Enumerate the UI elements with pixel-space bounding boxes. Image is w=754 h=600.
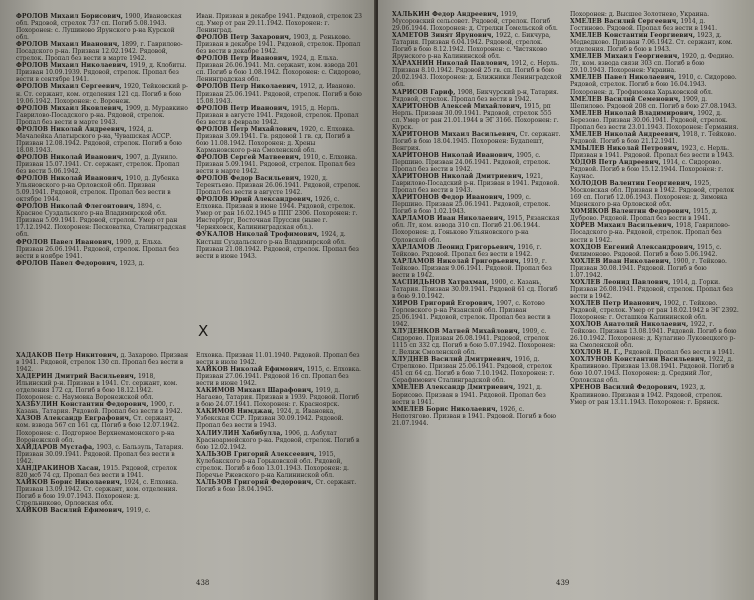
entry-name: ФРОЛОВ Юрий Александрович, — [196, 196, 313, 204]
entry-text: 1923, д. Крапивново. Призван в 1942. Рядовой, стрелок. Умер от ран 13.11.1943. Похоронен: г. Брянск. — [570, 384, 723, 406]
register-entry — [392, 244, 562, 258]
register-entry — [196, 430, 364, 451]
entry-text: Похоронен: д. Высшее Золотнево, Украина. — [570, 11, 710, 18]
register-entry — [570, 222, 740, 243]
register-entry — [16, 154, 188, 175]
register-entry — [196, 175, 364, 196]
entry-text: 1918, г. Тейково. Рядовой. Погиб в бою 21.12.1941. — [570, 130, 737, 145]
entry-text: 1915. Рядовой, стрелок 820 мсб 74 сд. Пропал без вести в 1941. — [16, 464, 177, 479]
entry-name: ХАЗОВ Александр Евграфович, — [16, 415, 132, 423]
entry-name: ХМЕЛЕВ Павел Николаевич, — [570, 74, 677, 82]
entry-text: 1915, с. Елховка. Призван 27.06.1941. Рядовой 16 сп. Пропал без вести в июне 1942. — [196, 366, 361, 388]
entry-name: ХАРЛАМОВ Иван Николаевич, — [392, 215, 506, 223]
left-col-3 — [16, 352, 188, 514]
entry-name: ХАЙКОВ Василий Ефимович, — [16, 507, 125, 515]
entry-name: ХМЕЛЕВ Василий Сергеевич, — [570, 18, 679, 26]
register-entry — [570, 131, 740, 145]
entry-name: ХОХЛОВ Н. Г., — [570, 349, 623, 357]
register-entry — [570, 18, 740, 32]
entry-text: 1907, д. Дунило. Призван 15.07.1941. Ст. сержант, стрелок. Пропал без вести 5.06.1942. — [16, 153, 180, 176]
page-number: 439 — [556, 579, 570, 587]
entry-text: 1914, д. Горки. Призван 26.08.1941. Рядовой, стрелок. Пропал без вести в 1942. — [570, 278, 733, 300]
entry-text: Елховка. Призван 11.01.1940. Рядовой. Пропал без вести в июле 1942. — [196, 352, 360, 367]
entry-name: ФРОЛОВ Петр Иванович, — [196, 55, 290, 63]
entry-name: ХАКИМОВ Михаил Шарафович, — [196, 387, 314, 395]
entry-name: ФРОЛОВ Павел Иванович, — [16, 238, 114, 246]
left-col-1 — [16, 13, 188, 267]
entry-text: 1919, г. Тейково. Призван 9.06.1941. Рядовой. Пропал без вести в 1942. — [392, 257, 552, 279]
register-entry — [16, 465, 188, 479]
register-entry — [570, 159, 740, 180]
entry-name: ФРОЛОВ Петр Николаевич, — [196, 83, 298, 91]
entry-name: ХОРЕВ Михаил Васильевич, — [570, 222, 674, 230]
right-col-1 — [392, 11, 562, 427]
entry-text: 1919, д. Нагаево, Татария. Призван в 1939. Рядовой. Погиб в бою 24.07.1941. Похоронен: г. Красноярск. — [196, 387, 360, 409]
register-entry — [570, 96, 740, 110]
register-entry — [16, 13, 188, 41]
register-entry — [392, 32, 562, 60]
entry-name: ХАЛИУЛИН Хабибулла, — [196, 429, 283, 437]
entry-name: ХАРАХНИН Николай Павлович, — [392, 60, 510, 68]
entry-text: 1921, Гаврилово-Посадский р-н. Призван в 1941. Рядовой. Пропал без вести в 1943. — [392, 173, 560, 195]
entry-text: 1900, г. Тейково. Призван 30.08.1941. Рядовой. Погиб в бою 1.07.1942. — [570, 257, 727, 279]
entry-name: ХАРЛАМОВ Николай Григорьевич, — [392, 257, 521, 265]
entry-name: ФРОЛОВ Петр Иванович, — [196, 104, 290, 112]
entry-text: 1922, с. Бикчура, Татария. Призван 6.04.1942. Рядовой, стрелок. Погиб в бою 8.12.1942. Похоронен: с. Чистяково Ярунского р-на Калининской обл. — [392, 32, 551, 61]
entry-text: 1909, с. Першино. Призван 25.06.1941. Рядовой, стрелок. Погиб в бою 1.02.1943. — [392, 194, 551, 216]
register-entry — [16, 126, 188, 154]
entry-name: ФРОЛОВ Сергей Матвеевич, — [196, 153, 302, 161]
register-entry — [570, 32, 740, 53]
right-col-2 — [570, 11, 740, 406]
register-entry — [392, 384, 562, 405]
entry-name: ХАДАКОВ Петр Никитович, — [16, 352, 119, 359]
register-entry — [16, 62, 188, 83]
register-entry — [16, 41, 188, 62]
entry-text: 1922, д. Крапивново. Призван 13.08.1941. Рядовой. Погиб в бою 10.07.1943. Похоронен: д. Средний Лог, Орловская обл. — [570, 356, 735, 385]
entry-text: 1914, с. Сидорово. Рядовой. Погиб в бою 15.12.1944. Похоронен: г. Каунас. — [570, 158, 724, 181]
entry-name: ХАЙКОВ Николай Ефимович, — [196, 366, 305, 374]
entry-text: 1915, д. Дуброво. Рядовой. Пропал без вести в 1941. — [570, 208, 718, 223]
entry-text: 1916, д. Стрелково. Призван 25.06.1941. Рядовой, стрелок 451 сп 64 сд. Погиб в бою 7.10.1942. Похоронен: г. Серафимович Сталинградской обл. — [392, 356, 555, 385]
entry-name: ХАЗБУЛИН Константин Федорович, — [16, 401, 149, 409]
entry-name: ХАДЕРИН Дмитрий Васильевич, — [16, 373, 137, 381]
entry-text: 1922, г. Тейково. Призван 13.08.1941. Рядовой. Погиб в бою 26.10.1942. Похоронен: д. Кулагино Луковецкого р-на Смоленской обл. — [570, 321, 737, 350]
entry-name: ФРОЛОВ Павел Федорович, — [16, 259, 118, 267]
entry-name: ФРОЛОВ Михаил Николаевич, — [16, 62, 129, 70]
entry-text: 1902, д. Березово. Призван 30.06.1941. Рядовой, стрелок. Пропал без вести 23.01.1943. Похоронен: Германия. — [570, 109, 739, 131]
entry-text: 1915, д. Нерль. Призван в августе 1941. Рядовой, стрелок. Пропал без вести в феврале 1942. — [196, 104, 359, 126]
entry-name: ХАЛЬЗОВ Григорий Алексеевич, — [196, 450, 317, 458]
entry-name: ФРОЛОВ Петр Захарович, — [196, 34, 292, 42]
register-entry — [16, 415, 188, 443]
entry-text: 1912, с. Нерль. Призван 8.10.1942. Рядовой 25 гв. сп. Погиб в бою 20.02.1943. Похоронен: д. Ближники Ленинградской обл. — [392, 60, 562, 89]
register-entry — [16, 444, 188, 465]
register-entry — [570, 208, 740, 222]
entry-text: 1906, д. Азбулат Красноармейского р-на. Рядовой, стрелок. Погиб в бою 12.02.1942. — [196, 429, 360, 451]
register-entry — [196, 408, 364, 429]
register-entry — [392, 89, 562, 103]
entry-text: 1915, Кулебакского р-на Горьковской обл. Рядовой, стрелок. Погиб в бою 13.01.1943. Похоронен: д. Поречье Ржевского р-на Калининской обл. — [196, 450, 349, 479]
entry-text: 1926, с. Непотягово. Призван в 1941. Рядовой. Погиб в бою 21.07.1944. — [392, 405, 556, 427]
entry-name: ХИРОВ Григорий Егорович, — [392, 299, 495, 307]
register-entry — [392, 131, 562, 152]
entry-text: Рядовой. Пропал без вести в 1941. — [624, 349, 735, 357]
entry-text: 1900, с. Казань, Татария. Призван 30.09.1941. Рядовой 61 сд. Погиб в бою 9.10.1942. — [392, 278, 558, 300]
entry-name: ХОХЛУНОВ Константин Васильевич, — [570, 356, 707, 364]
entry-text: 1903, д. Реньково. Призван в декабре 1941. Рядовой, стрелок. Пропал без вести в декабре 1942. — [196, 34, 361, 56]
entry-text: 1920, д. Федино. Лт, ком. взвода связи 303 сп. Погиб в бою 29.10.1943. Похоронен: Украина. — [570, 53, 734, 75]
entry-text: 1921, д. Борисово. Призван в 1941. Рядовой. Пропал без вести в 1941. — [392, 384, 546, 406]
entry-name: ХОХЛОВ Анатолий Николаевич, — [570, 321, 689, 329]
entry-text: 1902, г. Тейково. Рядовой, стрелок. Умер от ран 18.02.1942 в ЭГ 2392. Похоронен: г. Осташков Калининской обл. — [570, 299, 739, 322]
entry-name: ФРОЛОВ Михаил Иванович, — [16, 41, 120, 49]
register-entry — [196, 196, 364, 231]
entry-name: ХАРИТОНОВ Николай Иванович, — [392, 151, 515, 159]
entry-text: 1919, Мусоровский сельсовет. Рядовой, стрелок. Погиб 29.06.1944. Похоронен: д. Стрелки Гомельской обл. — [392, 11, 558, 33]
entry-text: Ст. сержант. Погиб в бою 18.04.1945. Похоронен: Будапешт, Венгрия. — [392, 130, 561, 152]
entry-name: ХОХЛЕВ Леонид Павлович, — [570, 278, 671, 286]
register-entry — [196, 34, 364, 55]
entry-text: 1916, г. Тейково. Рядовой. Пропал без вести в 1942. — [392, 243, 542, 258]
entry-text: 1923, д. — [119, 259, 145, 267]
left-col-4 — [196, 352, 364, 493]
register-entry — [16, 507, 188, 514]
entry-name: ФУКАЛОВ Николай Трофимович, — [196, 231, 320, 239]
register-entry — [16, 352, 188, 373]
register-entry — [16, 105, 188, 126]
register-entry — [570, 110, 740, 131]
register-entry — [196, 55, 364, 83]
entry-text: 1920, Тейковский р-н. Ст. сержант, ком. отделения 121 сд. Погиб в бою 19.06.1942. Похоронен: с. Воронеж. — [16, 83, 188, 105]
register-entry — [392, 258, 562, 279]
entry-text: 1905, с. Першино. Призван 24.06.1941. Рядовой, стрелок. Пропал без вести в 1942. — [392, 151, 551, 174]
entry-text: 1912, д. Иваново. Призван 25.06.1941. Рядовой, стрелок. Погиб в бою 15.08.1943. — [196, 83, 362, 105]
entry-name: ХРЕНОВ Василий Федорович, — [570, 384, 680, 392]
register-entry — [196, 154, 364, 175]
register-entry — [16, 401, 188, 415]
entry-name: ФРОЛОВ Михаил Яковлевич, — [16, 104, 124, 112]
entry-name: ХМЕЛЕВ Борис Николаевич, — [392, 405, 498, 413]
entry-name: ХМЕЛЕВ Николай Андреевич, — [570, 130, 681, 138]
entry-text: 1909, д. Шепилово. Рядовой 208 сп. Погиб в бою 27.08.1943. — [570, 95, 737, 110]
entry-name: ХАЛЬКИН Федор Андреевич, — [392, 11, 499, 18]
entry-text: 1924, д. Кистыш Суздальского р-на Владимирской обл. Призван 21.08.1942. Рядовой, стрелок. Пропал без вести в июне 1943. — [196, 231, 359, 260]
register-entry — [570, 74, 740, 95]
entry-text: 1926, с. Елховка. Призван в июне 1944. Рядовой, стрелок. Умер от ран 16.02.1945 в ППГ 2306. Похоронен: г. Инстербург, Восточная Пруссия (ныне г. Черняховск, Калининградская обл.). — [196, 196, 358, 232]
register-entry — [570, 258, 740, 279]
register-entry — [16, 260, 188, 267]
entry-text: 1924, д. Ельха. Призван 26.06.1941. Мл. сержант, ком. взвода 201 сп. Погиб в бою 1.08.1942. Похоронен: с. Сидорово, Ленинградская обл. — [196, 55, 361, 84]
register-entry — [392, 279, 562, 300]
register-entry — [392, 406, 562, 427]
entry-text: 1919, с. — [126, 507, 151, 515]
register-entry — [196, 387, 364, 408]
register-entry — [392, 356, 562, 384]
entry-name: ХАЙКОВ Борис Николаевич, — [16, 478, 123, 486]
entry-text: 1923, с. Нерль. Призван в 1941. Рядовой. Пропал без вести в 1943. — [570, 144, 734, 159]
entry-text: Ст. сержант, ком. взвода 567 сп 161 сд. Погиб в бою 12.07.1942. Похоронен: с. Подгорное Верхнемамонского р-на Воронежской обл. — [16, 415, 179, 444]
entry-text: 1924, с. Елховка. Призван 13.09.1942. Ст. сержант, ком. отделения. Погиб в бою 19.07.1943. Похоронен: д. Стрельниково, Орловская обл. — [16, 478, 179, 507]
entry-text: 1919, д. Клобиты. Призван 10.09.1939. Рядовой, стрелок. Пропал без вести в сентябре 1941. — [16, 62, 187, 84]
entry-name: ХАРЛАМОВ Леонид Григорьевич, — [392, 243, 516, 251]
entry-text: 1909, д. Муравкино Гаврилово-Посадского р-на. Рядовой, стрелок. Пропал без вести в марте 1943. — [16, 104, 188, 126]
entry-name: ФРОЛОВ Михаил Сергеевич, — [16, 83, 122, 91]
entry-text: 1909, д. Ельха. Призван 26.06.1941. Рядовой, стрелок. Пропал без вести в ноябре 1941. — [16, 238, 179, 260]
register-entry — [196, 366, 364, 387]
entry-text: 1907, с. Котово Горлевского р-на Рязанской обл. Призван 25.06.1941. Рядовой, стрелок. Пропал без вести в 1942. — [392, 299, 551, 329]
entry-name: ХАРИТОНОВ Федор Иванович, — [392, 194, 505, 202]
entry-text: Ст. сержант. Погиб в бою 18.04.1945. — [196, 478, 357, 493]
register-entry — [570, 244, 740, 258]
register-entry — [196, 231, 364, 259]
entry-text: д. Захарово. Призван в 1941. Рядовой, стрелок 130 сп. Пропал без вести в 1942. — [16, 352, 188, 374]
register-entry — [392, 194, 562, 215]
page-number: 438 — [196, 579, 210, 587]
register-entry — [16, 175, 188, 203]
register-entry — [16, 83, 188, 104]
entry-text: 1909, с. Сидорово. Призван 26.08.1941. Рядовой, стрелок 1115 сп 332 сд. Погиб в бою 5.07.1942. Похоронен: г. Велиж Смоленской обл. — [392, 328, 556, 357]
entry-name: ФРОЛОВ Николай Андреевич, — [16, 125, 127, 133]
entry-text: 1910, д. Дубенка Ульяновского р-на Орловской обл. Призван 5.09.1941. Рядовой, стрелок. Пропал без вести в октябре 1944. — [16, 175, 179, 204]
register-entry — [570, 300, 740, 321]
register-entry — [392, 173, 562, 194]
register-entry — [570, 11, 740, 18]
entry-text: 1918, Гаврилово-Посадского р-на. Рядовой, стрелок. Пропал без вести в 1942. — [570, 222, 730, 244]
entry-name: ХЛУДНЕВ Василий Дмитриевич, — [392, 356, 513, 364]
entry-text: 1910, с. Елховка. Призван 5.09.1941. Рядовой, стрелок. Пропал без вести в марте 1942. — [196, 153, 358, 176]
entry-name: ФРОЛОВ Михаил Борисович, — [16, 13, 123, 20]
entry-name: ХЛУДЕНКОВ Матвей Михайлович, — [392, 328, 521, 336]
register-entry — [16, 479, 188, 507]
entry-name: ФРОЛОВ Николай Иванович, — [16, 153, 124, 161]
entry-text: 1923, д. Медведково. Призван 7.06.1942. Ст. сержант, ком. отделения. Погиб в бою в 1943. — [570, 32, 733, 54]
entry-name: ХАКИМОВ Нимджан, — [196, 408, 275, 416]
register-entry — [570, 321, 740, 349]
entry-text: 1910, с. Сидорово. Рядовой, стрелок. Погиб в бою 16.04.1943. Похоронен: д. Трофимовка Харьковской обл. — [570, 74, 737, 96]
right-page — [378, 0, 754, 600]
register-entry — [196, 352, 364, 366]
entry-text: 1903, с. Бальзуль, Татария. Призван 30.09.1941. Рядовой. Пропал без вести в 1942. — [16, 443, 184, 465]
entry-name: ХМЕЛЕВ Василий Семенович, — [570, 95, 681, 103]
entry-name: ХАРИСОВ Гариф, — [392, 88, 456, 96]
entry-name: ХАЙДАРОВ Мустафа, — [16, 443, 95, 451]
entry-name: ХАНДРАКИНОВ Хасан, — [16, 464, 101, 472]
entry-name: ХМЕЛЕВ Николай Владимирович, — [570, 109, 696, 117]
entry-name: ХОХЛЕВ Петр Иванович, — [570, 299, 662, 307]
register-entry — [16, 239, 188, 260]
entry-text: 1899, г. Гаврилово-Посадского р-на. Призван 12.02.1942. Рядовой, стрелок. Пропал без вести в марте 1942. — [16, 41, 183, 63]
register-entry — [570, 384, 740, 405]
entry-text: 1918, Ильинский р-н. Призван в 1941. Ст. сержант, ком. отделения 172 сд. Погиб в бою 18.12.1942. Похоронен: с. Наумовка Воронежской обл. — [16, 373, 178, 402]
entry-text: 1920, д. Терентьево. Призван 26.06.1941. Рядовой, стрелок. Пропал без вести в августе 1942. — [196, 175, 361, 197]
entry-text: 1908, Бикчурский р-н, Татария. Рядовой, стрелок. Пропал без вести в 1942. — [392, 88, 559, 103]
entry-name: ХАРИТОНОВ Михаил Васильевич, — [392, 130, 518, 138]
entry-name: ФРОЛОВ Николай Флегонтович, — [16, 203, 136, 211]
entry-text: 1894, с. Красное Суздальского р-на Владимирской обл. Призван 5.09.1941. Рядовой, стрелок. Умер от ран 17.12.1942. Похоронен: Песковатка, Сталинградская обл. — [16, 203, 187, 239]
register-entry — [196, 126, 364, 154]
entry-text: Иван. Призван в декабре 1941. Рядовой, стрелок 23 сд. Умер от ран 29.11.1942. Похоронен: г. Ленинград. — [196, 13, 362, 35]
entry-name: ХАРИТОНОВ Алексей Михайлович, — [392, 102, 522, 110]
entry-name: ХОДОВ Петр Андреевич, — [570, 158, 661, 166]
register-entry — [16, 373, 188, 401]
register-entry — [570, 349, 740, 356]
register-entry — [570, 279, 740, 300]
entry-name: ФРОЛОВ Николай Иванович, — [16, 175, 124, 183]
register-entry — [196, 13, 364, 34]
entry-name: ХАМЕТОВ Зинят Ярунович, — [392, 32, 494, 40]
entry-text: 1914, д. Гостиново. Рядовой. Пропал без вести в 1941. — [570, 18, 718, 33]
entry-name: ФРОЛОВ Федор Васильевич, — [196, 175, 302, 183]
register-entry — [392, 11, 562, 32]
left-page — [0, 0, 376, 600]
entry-text: 1900, Ивановская обл. Рядовой, стрелок 737 сп. Погиб 5.08.1943. Похоронен: с. Лушиново Ярунского р-на Курской обл. — [16, 13, 182, 42]
entry-name: ХОХДОВ Евгений Александрович, — [570, 243, 696, 251]
section-letter: Х — [198, 322, 209, 340]
entry-text: 1900, г. Казань, Татария. Рядовой. Пропал без вести в 1942. — [16, 401, 183, 416]
register-entry — [570, 145, 740, 159]
register-entry — [570, 180, 740, 208]
entry-name: ХМЕЛЕВ Константин Георгиевич, — [570, 32, 696, 40]
entry-text: 1915, с. Филимоново. Рядовой. Погиб в бою 5.06.1942. — [570, 243, 722, 258]
register-entry — [392, 328, 562, 356]
register-entry — [196, 479, 364, 493]
entry-name: ХАСПИДЬНОВ Хатрахман, — [392, 278, 490, 286]
entry-name: ХАЛЬЗОВ Григорий Федорович, — [196, 478, 314, 486]
entry-text: 1925, Московская обл. Призван в 1942. Рядовой, стрелок 169 сп. Погиб 12.06.1943. Похоронен: д. Зимовка Мценского р-на Орловской обл. — [570, 180, 735, 209]
entry-text: 1920, с. Елховка. Призван 3.09.1941. Гв. рядовой 1 гв. сд. Погиб в бою 11.08.1942. Похоронен: д. Хрены Кармановского р-на Смоленской обл. — [196, 125, 355, 154]
entry-text: 1924, д. Мачалейка Алатырского р-на, Чувашская АССР. Призван 12.08.1942. Рядовой, стрелок. Погиб в бою 18.08.1943. — [16, 125, 182, 154]
register-entry — [392, 152, 562, 173]
entry-name: ХОХЛЕВ Иван Николаевич, — [570, 257, 672, 265]
register-entry — [16, 203, 188, 238]
left-col-2 — [196, 13, 364, 260]
register-entry — [392, 60, 562, 88]
entry-name: ХАРИТОНОВ Николай Дмитриевич, — [392, 173, 524, 181]
entry-text: 1915, рп Нерль. Призван 30.09.1941. Рядовой, стрелок 555 сп. Умер от ран 21.01.1944 в ЭГ 3166. Похоронен: г. Курск. — [392, 102, 559, 131]
register-entry — [392, 215, 562, 243]
register-entry — [196, 83, 364, 104]
entry-name: ХМЕЛЕВ Михаил Георгиевич, — [570, 53, 680, 61]
register-entry — [570, 356, 740, 384]
entry-name: ХОЛОДОВ Валентин Георгиевич, — [570, 180, 693, 188]
register-entry — [196, 451, 364, 479]
entry-name: ХМЕЛЕВ Александр Дмитриевич, — [392, 384, 516, 392]
entry-name: ХМЫЛЕВ Николай Петрович, — [570, 144, 680, 152]
entry-text: 1915, Рязанская обл. Лт, ком. взвода 310 сп. Погиб 21.06.1944. Похоронен: д. Гоньково Ульяновского р-на Орловской обл. — [392, 215, 560, 244]
register-entry — [392, 103, 562, 131]
register-entry — [570, 53, 740, 74]
register-entry — [196, 105, 364, 126]
entry-text: 1924, д. Ивановка, Узбекская ССР. Призван 30.09.1942. Рядовой. Пропал без вести в 1943. — [196, 408, 344, 430]
entry-name: ХОМЯКОВ Валентин Федорович, — [570, 208, 692, 216]
register-entry — [392, 300, 562, 328]
entry-name: ФРОЛОВ Петр Михайлович, — [196, 125, 299, 133]
